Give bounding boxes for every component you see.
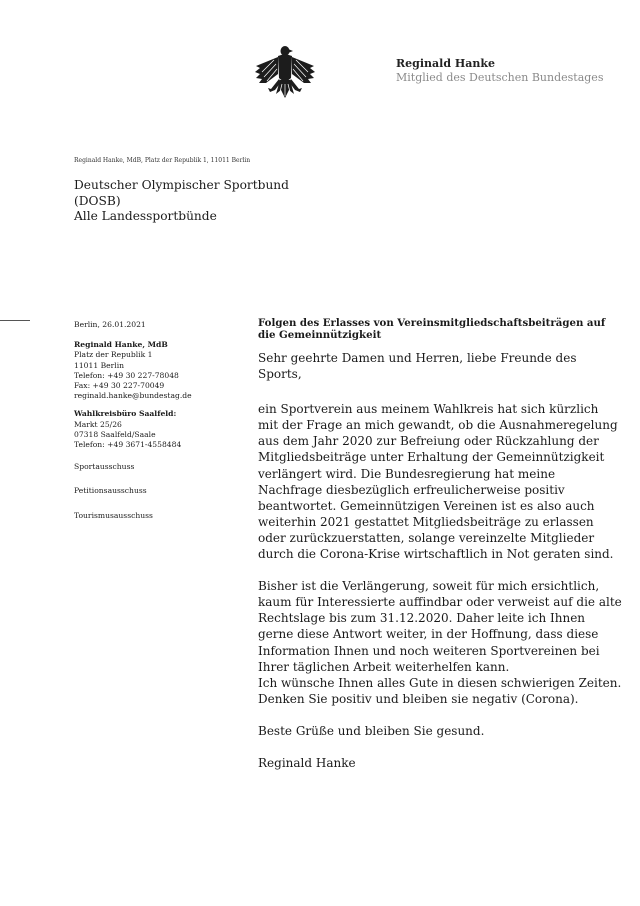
office-address	[74, 340, 244, 401]
office-email: reginald.hanke@bundestag.de	[74, 391, 192, 401]
recipient-block	[74, 178, 289, 225]
sender-role: Mitglied des Deutschen Bundestages	[396, 71, 604, 84]
letter-body	[258, 318, 622, 771]
sender-name: Reginald Hanke	[396, 57, 495, 70]
recipient-line: Deutscher Olympischer Sportbund	[74, 178, 289, 192]
letter-subject: Folgen des Erlasses von Vereinsmitgliedschaftsbeiträgen auf die Gemeinnützigkeit	[258, 317, 606, 341]
bundestag-eagle-icon	[254, 44, 316, 102]
letter-paragraph: Bisher ist die Verlängerung, soweit für mich ersichtlich, kaum für Interessierte auffindbar oder verweist auf die alte Rechtslage bis zum 31.12.2020. Daher leite ich Ihnen gerne diese Antwort weiter, in der Hoffnung, dass diese Information Ihnen und noch weiteren Sportvereinen bei Ihrer täglichen Arbeit weiterhelfen kann.	[258, 579, 622, 674]
office-title: Reginald Hanke, MdB	[74, 340, 168, 350]
office-line: Platz der Republik 1	[74, 350, 153, 360]
committee-item: Tourismusausschuss	[74, 510, 153, 520]
letter-paragraph: Ich wünsche Ihnen alles Gute in diesen schwierigen Zeiten. Denken Sie positiv und bleiben sie negativ (Corona).	[258, 675, 622, 706]
letter-greeting: Sehr geehrte Damen und Herren, liebe Freunde des Sports,	[258, 351, 577, 382]
recipient-line: (DOSB)	[74, 193, 121, 208]
recipient-line: Alle Landessportbünde	[74, 209, 217, 223]
sidebar-info	[74, 320, 244, 535]
letter-date: Berlin, 26.01.2021	[74, 320, 146, 329]
office-line: 11011 Berlin	[74, 360, 125, 370]
district-office-line: Markt 25/26	[74, 419, 122, 429]
letter-paragraph: ein Sportverein aus meinem Wahlkreis hat sich kürzlich mit der Frage an mich gewandt, ob die Ausnahmeregelung aus dem Jahr 2020 zur Befreiung oder Rückzahlung der Mitgliedsbeiträge unter Erhaltung der Gemeinnützigkeit verlängert wird. Die Bundesregierung hat meine Nachfrage diesbezüglich erfreulicherweise positiv beantwortet. Gemeinnützigen Vereinen ist es also auch weiterhin 2021 gestattet Mitgliedsbeiträge zu erlassen oder zurückzuerstatten, solange vereinzelte Mitglieder durch die Corona-Krise wirtschaftlich in Not geraten sind.	[258, 402, 618, 562]
return-address: Reginald Hanke, MdB, Platz der Republik 1, 11011 Berlin	[74, 157, 251, 164]
committee-item: Petitionsausschuss	[74, 486, 147, 496]
office-phone: Telefon: +49 30 227-78048	[74, 370, 179, 380]
district-office-title: Wahlkreisbüro Saalfeld:	[74, 409, 177, 419]
letter-closing: Beste Grüße und bleiben Sie gesund.	[258, 723, 485, 738]
district-office-phone: Telefon: +49 3671-4558484	[74, 440, 182, 450]
letter-signature: Reginald Hanke	[258, 755, 356, 770]
district-office-line: 07318 Saalfeld/Saale	[74, 429, 156, 439]
district-office-address	[74, 409, 244, 450]
committee-item: Sportausschuss	[74, 462, 135, 472]
committee-list	[74, 462, 244, 521]
office-fax: Fax: +49 30 227-70049	[74, 381, 165, 391]
fold-mark	[0, 320, 30, 321]
